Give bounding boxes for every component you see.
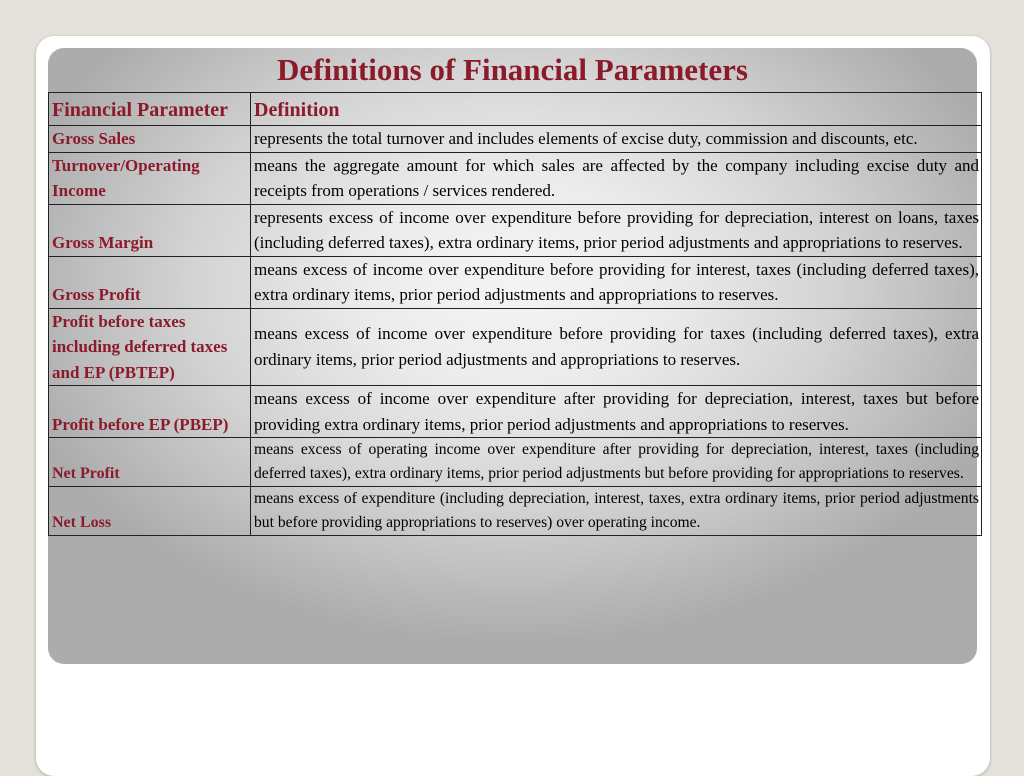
table-header-row	[49, 93, 982, 126]
parameter-cell: Gross Margin	[49, 204, 251, 256]
parameter-cell: Gross Sales	[49, 126, 251, 153]
header-financial-parameter: Financial Parameter	[49, 93, 251, 126]
parameter-cell: Gross Profit	[49, 256, 251, 308]
definition-cell: means excess of expenditure (including depreciation, interest, taxes, extra ordinary items, prior period adjustments but before providing appropriations to reserves) over operating income.	[251, 487, 982, 536]
table-row-pbtep	[49, 308, 982, 386]
definition-cell: means excess of income over expenditure after providing for depreciation, interest, taxes but before providing extra ordinary items, prior period adjustments and appropriations to reserves.	[251, 386, 982, 438]
table-row-pbep	[49, 386, 982, 438]
header-definition: Definition	[251, 93, 982, 126]
definition-cell: means excess of operating income over expenditure after providing for depreciation, interest, taxes (including deferred taxes), extra ordinary items, prior period adjustments but before providing for appropriations to reserves.	[251, 438, 982, 487]
parameter-cell: Turnover/Operating Income	[49, 152, 251, 204]
slide-title: Definitions of Financial Parameters	[277, 52, 748, 87]
definition-cell: represents the total turnover and includes elements of excise duty, commission and discounts, etc.	[251, 126, 982, 153]
definition-cell: means excess of income over expenditure before providing for taxes (including deferred taxes), extra ordinary items, prior period adjustments and appropriations to reserves.	[251, 308, 982, 386]
financial-parameters-table	[48, 92, 982, 536]
parameter-cell: Net Profit	[49, 438, 251, 487]
table-row-net-profit	[49, 438, 982, 487]
table-row-gross-margin	[49, 204, 982, 256]
definition-cell: represents excess of income over expenditure before providing for depreciation, interest on loans, taxes (including deferred taxes), extra ordinary items, prior period adjustments and appropriations to reserves.	[251, 204, 982, 256]
table-row-turnover	[49, 152, 982, 204]
parameter-cell: Profit before EP (PBEP)	[49, 386, 251, 438]
table-row-gross-sales	[49, 126, 982, 153]
parameter-cell: Profit before taxes including deferred taxes and EP (PBTEP)	[49, 308, 251, 386]
table-row-gross-profit	[49, 256, 982, 308]
definition-cell: means the aggregate amount for which sales are affected by the company including excise duty and receipts from operations / services rendered.	[251, 152, 982, 204]
table-row-net-loss	[49, 487, 982, 536]
definition-cell: means excess of income over expenditure before providing for interest, taxes (including deferred taxes), extra ordinary items, prior period adjustments and appropriations to reserves.	[251, 256, 982, 308]
parameter-cell: Net Loss	[49, 487, 251, 536]
